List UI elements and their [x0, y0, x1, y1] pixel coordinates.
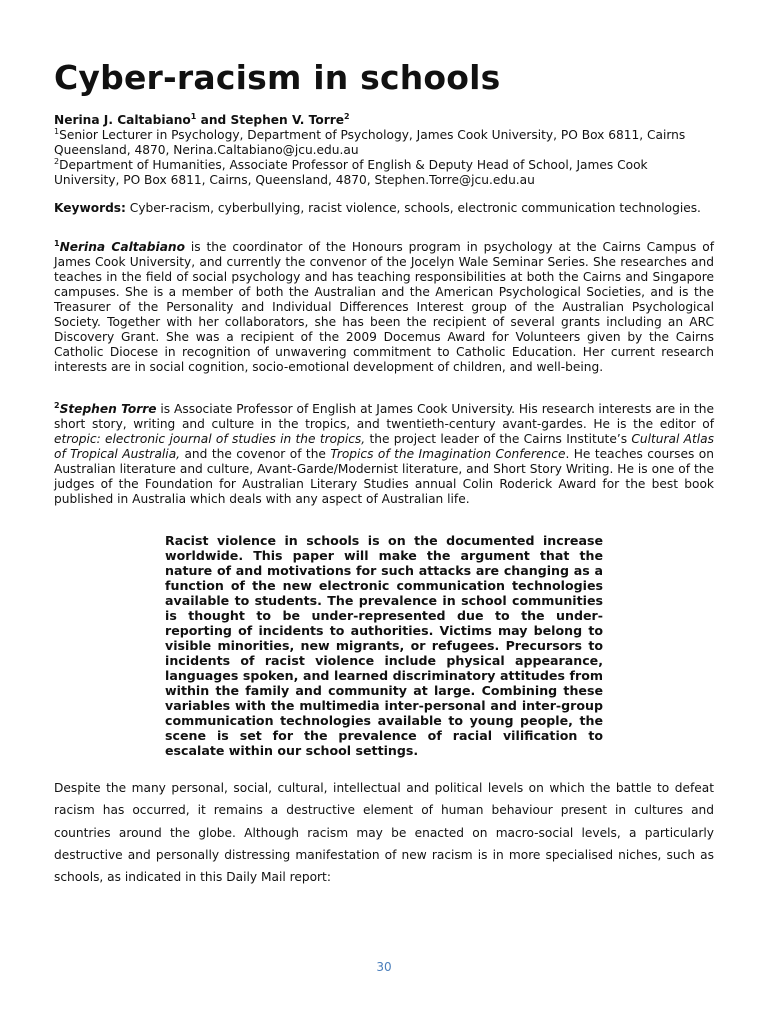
bio-2-conference-title: Tropics of the Imagination Conference: [330, 447, 566, 461]
author-bio-2: [54, 402, 714, 507]
bio-2-marker: 2: [54, 400, 60, 410]
keywords: [54, 201, 714, 216]
bio-2-text-b: the project leader of the Cairns Institute’s: [365, 432, 632, 446]
bio-1-text: is the coordinator of the Honours program in psychology at the Cairns Campus of James Cook University, and currently the convenor of the Jocelyn Wale Seminar Series. She researches and teaches in the field of social psychology and has teaching responsibilities at both the Cairns and Singapore campuses. She is a member of both the Australian and the American Psychological Societies, and is the Treasurer of the Personality and Individual Differences Interest group of the Australian Psychological Society. Together with her collaborators, she has been the recipient of several grants including an ARC Discovery Grant. She was a recipient of the 2009 Docemus Award for Volunteers given by the Cairns Catholic Diocese in recognition of unwavering commitment to Catholic Education. Her current research interests are in social cognition, socio-emotional development of children, and well-being.: [54, 240, 714, 374]
author-bio-1: [54, 240, 714, 375]
keywords-label: Keywords:: [54, 201, 126, 215]
bio-2-text-a: is Associate Professor of English at James Cook University. His research interests are in the short story, writing and culture in the tropics, and twentieth-century avant-gardes. He is the editor of: [54, 402, 715, 431]
bio-2-journal-title: etropic: electronic journal of studies in the tropics,: [54, 432, 366, 446]
author-conjunction: and: [196, 113, 231, 127]
page-number: 30: [376, 960, 392, 974]
bio-1-name: Nerina Caltabiano: [59, 240, 185, 254]
author-2-name: Stephen V. Torre: [230, 113, 345, 127]
bio-1-marker: 1: [54, 238, 60, 248]
abstract: Racist violence in schools is on the documented increase worldwide. This paper will make the argument that the nature of and motivations for such attacks are changing as a function of the new electronic communication technologies available to students. The prevalence in school communities is thought to be under-represented due to the under-reporting of incidents to authorities. Victims may belong to visible minorities, new migrants, or refugees. Precursors to incidents of racist violence include physical appearance, languages spoken, and learned discriminatory attitudes from within the family and community at large. Combining these variables with the multimedia inter-personal and inter-group communication technologies available to young people, the scene is set for the prevalence of racial vilification to escalate within our school settings.: [165, 533, 603, 758]
body-paragraph: Despite the many personal, social, cultural, intellectual and political levels on which the battle to defeat racism has occurred, it remains a destructive element of human behaviour present in cultures and countries around the globe. Although racism may be enacted on macro-social levels, a particularly destructive and personally distressing manifestation of new racism is in more specialised niches, such as schools, as indicated in this Daily Mail report:: [54, 781, 714, 885]
author-names: [54, 113, 714, 128]
affiliation-2: [54, 158, 714, 188]
bio-2-name: Stephen Torre: [59, 402, 157, 416]
bio-2-text-d: . He teaches courses on Australian literature and culture, Avant-Garde/Modernist literature, and Short Story Writing. He is one of the judges of the Foundation for Australian Literary Studies annual Colin Roderick Award for the best book published in Australia which deals with any aspect of Australian life.: [54, 447, 714, 506]
paper-title: Cyber-racism in schools: [54, 58, 501, 97]
bio-2-text-c: and the covenor of the: [180, 447, 331, 461]
affiliation-2-text: Department of Humanities, Associate Professor of English & Deputy Head of School, James Cook University, PO Box 6811, Cairns, Queensland, 4870, Stephen.Torre@jcu.edu.au: [54, 158, 648, 187]
author-2-marker: 2: [344, 111, 350, 121]
affiliation-1-text: Senior Lecturer in Psychology, Department of Psychology, James Cook University, PO Box 6811, Cairns Queensland, 4870, Nerina.Caltabiano@jcu.edu.au: [54, 128, 686, 157]
affiliation-1-marker: 1: [54, 126, 60, 136]
author-block: [54, 113, 714, 188]
author-1-name: Nerina J. Caltabiano: [54, 113, 191, 127]
keywords-text: Cyber-racism, cyberbullying, racist violence, schools, electronic communication technologies.: [125, 201, 701, 215]
affiliation-2-marker: 2: [54, 156, 60, 166]
bio-2-atlas-title: Cultural Atlas of Tropical Australia,: [54, 432, 714, 461]
author-1-marker: 1: [190, 111, 197, 121]
affiliation-1: [54, 128, 714, 158]
